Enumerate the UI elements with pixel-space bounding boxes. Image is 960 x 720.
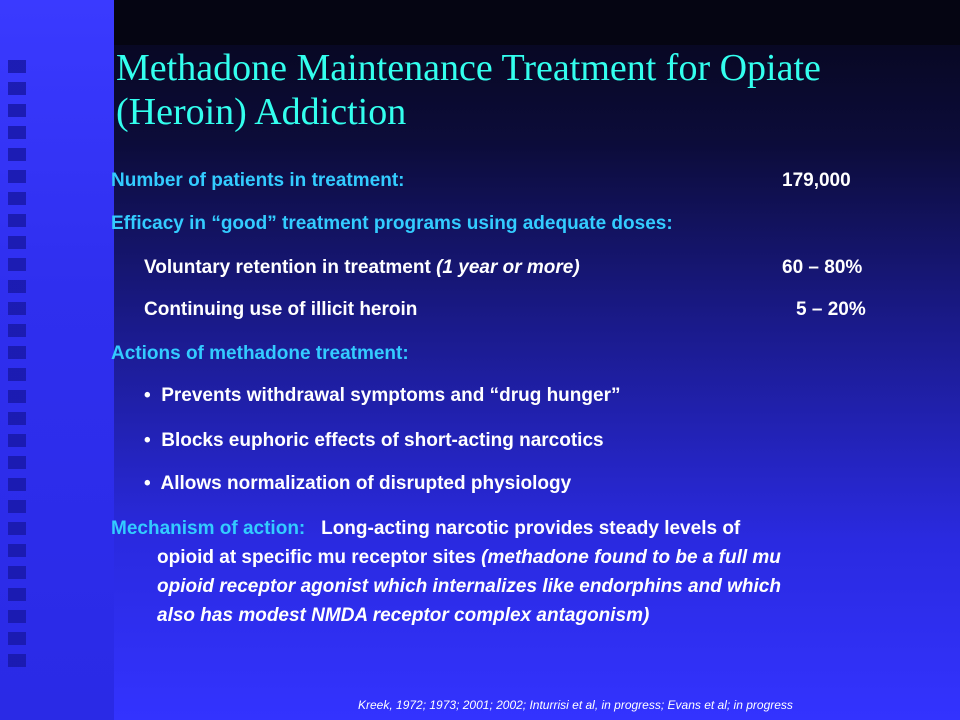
mechanism-line-4 <box>111 601 947 630</box>
retention-note: (1 year or more) <box>436 257 580 278</box>
action-item-3 <box>144 473 571 495</box>
citation-footnote: Kreek, 1972; 1973; 2001; 2002; Inturrisi et al, in progress; Evans et al; in progress <box>358 698 793 712</box>
mechanism-label: Mechanism of action: <box>111 518 306 539</box>
mechanism-italic-1: (methadone found to be a full mu <box>481 547 781 568</box>
action-text: Blocks euphoric effects of short-acting narcotics <box>161 430 604 451</box>
action-text: Allows normalization of disrupted physiology <box>160 473 572 494</box>
mechanism-line-3 <box>111 572 947 601</box>
mechanism-italic-2: opioid receptor agonist which internalizes like endorphins and which <box>157 576 781 597</box>
mechanism-cont-1: opioid at specific mu receptor sites <box>157 547 482 568</box>
action-item-1 <box>144 385 620 407</box>
heroin-value: 5 – 20% <box>796 299 866 320</box>
bullet-icon: • <box>144 473 151 494</box>
mechanism-text: Long-acting narcotic provides steady levels of <box>321 518 741 539</box>
title-line-1: Methadone Maintenance Treatment for Opiate <box>116 47 821 89</box>
mechanism-line-2 <box>111 543 947 572</box>
heroin-label: Continuing use of illicit heroin <box>144 299 418 320</box>
efficacy-heading: Efficacy in “good” treatment programs using adequate doses: <box>111 213 673 234</box>
mechanism-line-1 <box>111 514 947 543</box>
top-dark-band <box>114 0 960 45</box>
retention-row <box>144 257 580 279</box>
bullet-icon: • <box>144 385 151 406</box>
square-pattern <box>8 60 26 670</box>
patients-value: 179,000 <box>782 170 851 191</box>
slide-title <box>116 46 936 134</box>
title-line-2: (Heroin) Addiction <box>116 91 407 133</box>
mechanism-block <box>111 514 947 630</box>
action-item-2 <box>144 430 604 452</box>
bullet-icon: • <box>144 430 151 451</box>
action-text: Prevents withdrawal symptoms and “drug hunger” <box>161 385 621 406</box>
actions-heading: Actions of methadone treatment: <box>111 343 409 364</box>
retention-label: Voluntary retention in treatment <box>144 257 437 278</box>
left-decorative-strip <box>0 0 114 720</box>
mechanism-italic-3: also has modest NMDA receptor complex antagonism) <box>157 605 650 626</box>
retention-value: 60 – 80% <box>782 257 863 278</box>
patients-label: Number of patients in treatment: <box>111 170 405 191</box>
